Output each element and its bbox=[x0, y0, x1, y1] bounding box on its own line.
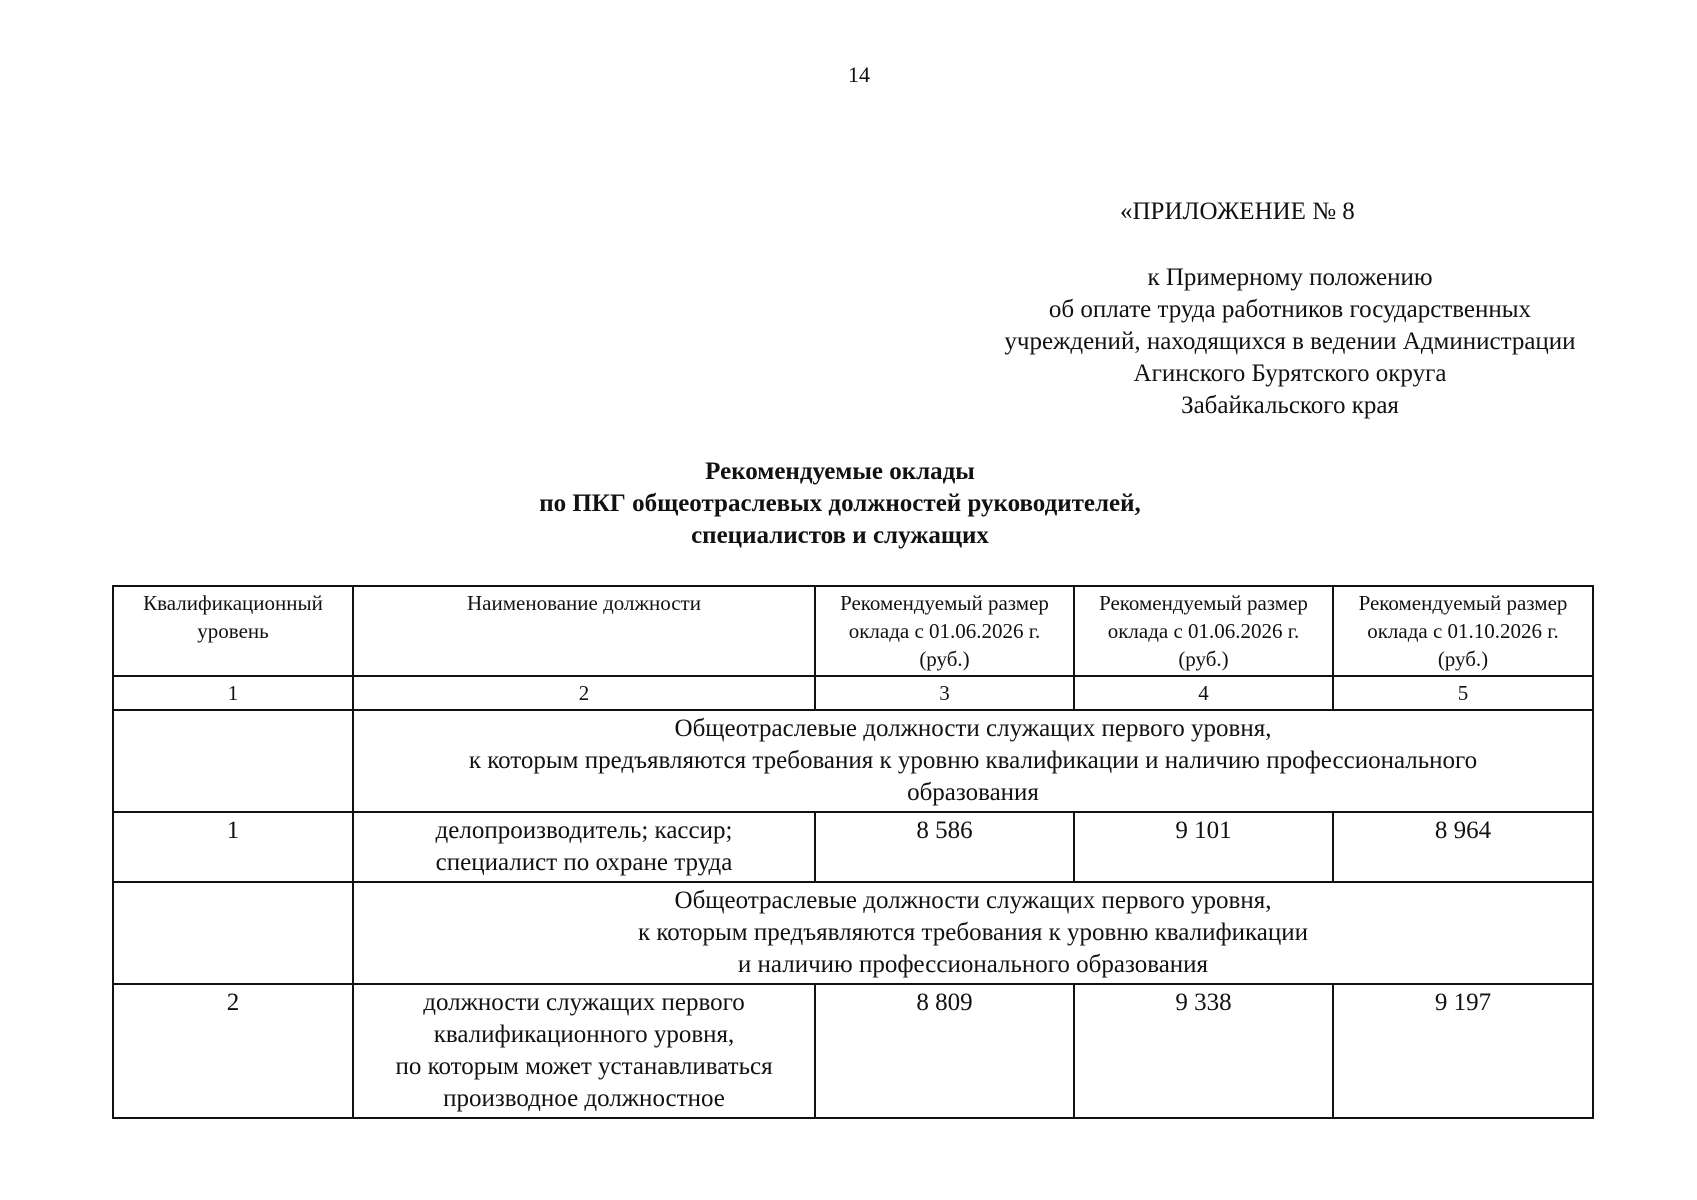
table-header-row bbox=[113, 586, 1593, 676]
column-number: 4 bbox=[1074, 676, 1333, 710]
table-row bbox=[113, 984, 1593, 1118]
title-line: по ПКГ общеотраслевых должностей руководителей, bbox=[539, 490, 1141, 517]
column-number-row bbox=[113, 676, 1593, 710]
header-text: оклада с 01.06.2026 г. bbox=[848, 619, 1041, 643]
document-title bbox=[400, 456, 1280, 552]
table-row bbox=[113, 812, 1593, 882]
section-line: Общеотраслевые должности служащих первого уровня, bbox=[674, 887, 1272, 914]
header-text: Рекомендуемый размер bbox=[1099, 591, 1308, 615]
salary-cell: 8 586 bbox=[815, 812, 1074, 882]
position-line: должности служащих первого bbox=[423, 989, 745, 1016]
header-text: уровень bbox=[197, 619, 269, 643]
column-number: 1 bbox=[113, 676, 353, 710]
section-row bbox=[113, 882, 1593, 984]
header-text: оклада с 01.10.2026 г. bbox=[1367, 619, 1559, 643]
title-line: специалистов и служащих bbox=[691, 522, 989, 549]
appendix-reference bbox=[900, 262, 1680, 422]
title-line: Рекомендуемые оклады bbox=[705, 458, 975, 485]
position-line: делопроизводитель; кассир; bbox=[435, 817, 733, 844]
position-line: квалификационного уровня, bbox=[433, 1021, 735, 1048]
section-line: к которым предъявляются требования к уровню квалификации bbox=[637, 919, 1309, 946]
column-number: 2 bbox=[353, 676, 815, 710]
position-cell bbox=[353, 984, 815, 1118]
position-line: специалист по охране труда bbox=[435, 849, 733, 876]
section-row bbox=[113, 710, 1593, 812]
header-text: Наименование должности bbox=[467, 591, 701, 615]
salary-cell: 9 338 bbox=[1074, 984, 1333, 1118]
page-number: 14 bbox=[848, 62, 870, 87]
header-text: (руб.) bbox=[919, 647, 970, 671]
position-line: производное должностное bbox=[443, 1085, 725, 1112]
position-line: по которым может устанавливаться bbox=[395, 1053, 773, 1080]
qualification-level-cell: 2 bbox=[113, 984, 353, 1118]
header-text: оклада с 01.06.2026 г. bbox=[1107, 619, 1300, 643]
header-text: Квалификационный bbox=[143, 591, 323, 615]
section-line: Общеотраслевые должности служащих первого уровня, bbox=[674, 715, 1272, 742]
salary-cell: 9 197 bbox=[1333, 984, 1593, 1118]
header-qualification-level bbox=[113, 586, 353, 676]
section-heading bbox=[353, 882, 1593, 984]
header-text: (руб.) bbox=[1437, 647, 1489, 671]
header-salary-1 bbox=[815, 586, 1074, 676]
salary-cell: 8 809 bbox=[815, 984, 1074, 1118]
column-number: 3 bbox=[815, 676, 1074, 710]
header-text: Рекомендуемый размер bbox=[840, 591, 1049, 615]
section-line: и наличию профессионального образования bbox=[737, 951, 1209, 978]
salary-table bbox=[112, 585, 1594, 1119]
salary-cell: 9 101 bbox=[1074, 812, 1333, 882]
appendix-line: об оплате труда работников государственных bbox=[1048, 296, 1532, 323]
section-heading bbox=[353, 710, 1593, 812]
position-cell bbox=[353, 812, 815, 882]
header-text: (руб.) bbox=[1178, 647, 1229, 671]
section-empty-cell bbox=[113, 882, 353, 984]
header-position-name bbox=[353, 586, 815, 676]
column-number: 5 bbox=[1333, 676, 1593, 710]
qualification-level-cell: 1 bbox=[113, 812, 353, 882]
header-text: Рекомендуемый размер bbox=[1358, 591, 1568, 615]
appendix-title: «ПРИЛОЖЕНИЕ № 8 bbox=[1120, 198, 1355, 225]
appendix-line: Забайкальского края bbox=[1181, 392, 1399, 419]
appendix-line: учреждений, находящихся в ведении Администрации bbox=[1004, 328, 1576, 355]
appendix-line: Агинского Бурятского округа bbox=[1133, 360, 1447, 387]
section-line: образования bbox=[907, 779, 1039, 806]
section-line: к которым предъявляются требования к уровню квалификации и наличию профессионального bbox=[468, 747, 1478, 774]
salary-cell: 8 964 bbox=[1333, 812, 1593, 882]
section-empty-cell bbox=[113, 710, 353, 812]
header-salary-3 bbox=[1333, 586, 1593, 676]
appendix-line: к Примерному положению bbox=[1147, 264, 1433, 291]
header-salary-2 bbox=[1074, 586, 1333, 676]
